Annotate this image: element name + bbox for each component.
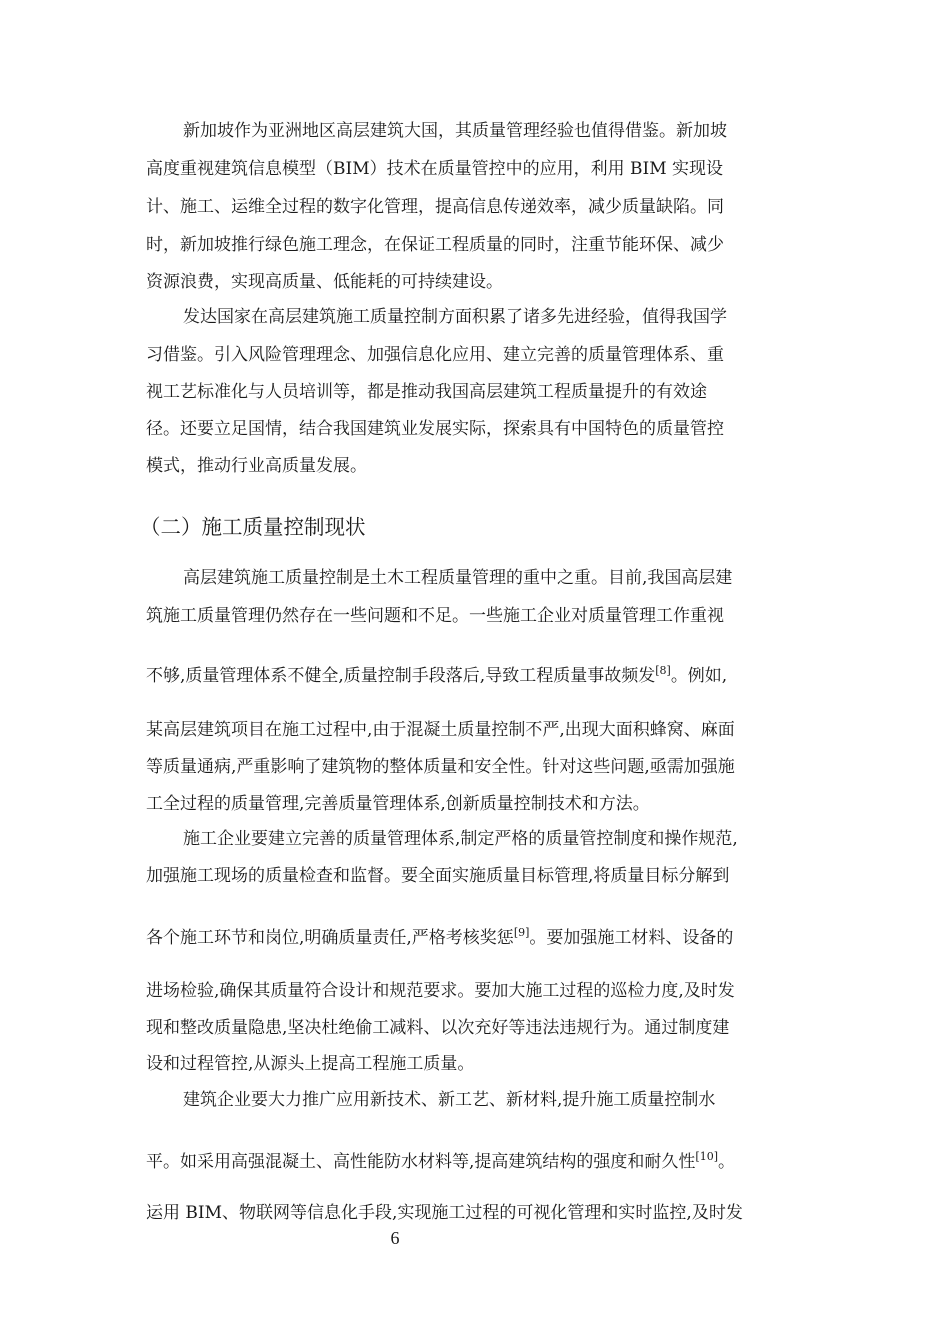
text-line: 资源浪费，实现高质量、低能耗的可持续建设。 [146, 272, 503, 292]
text-line [146, 1152, 735, 1172]
line-text: 各个施工环节和岗位,明确质量责任,严格考核奖惩 [146, 928, 514, 948]
text-line: 模式，推动行业高质量发展。 [146, 456, 367, 476]
text-line: 高层建筑施工质量控制是土木工程质量管理的重中之重。目前,我国高层建 [183, 568, 733, 588]
line-text: 平。如采用高强混凝土、高性能防水材料等,提高建筑结构的强度和耐久性 [146, 1152, 696, 1172]
citation-ref: [9] [513, 926, 530, 939]
text-line [146, 928, 733, 948]
citation-ref: [10] [695, 1150, 718, 1163]
text-line: 运用 BIM、物联网等信息化手段,实现施工过程的可视化管理和实时监控,及时发 [146, 1203, 743, 1223]
line-text: 不够,质量管理体系不健全,质量控制手段落后,导致工程质量事故频发 [146, 666, 656, 686]
citation-ref: [8] [655, 664, 671, 677]
text-line: 视工艺标准化与人员培训等，都是推动我国高层建筑工程质量提升的有效途 [146, 382, 707, 402]
text-line: 发达国家在高层建筑施工质量控制方面积累了诸多先进经验，值得我国学 [183, 307, 727, 327]
text-line: 加强施工现场的质量检查和监督。要全面实施质量目标管理,将质量目标分解到 [146, 866, 730, 886]
text-line: 施工企业要建立完善的质量管理体系,制定严格的质量管控制度和操作规范, [183, 829, 738, 849]
text-line: 筑施工质量管理仍然存在一些问题和不足。一些施工企业对质量管理工作重视 [146, 606, 724, 626]
text-line: 习借鉴。引入风险管理理念、加强信息化应用、建立完善的质量管理体系、重 [146, 345, 724, 365]
page-number: 6 [390, 1228, 400, 1248]
text-line: 高度重视建筑信息模型（BIM）技术在质量管控中的应用，利用 BIM 实现设 [146, 159, 724, 179]
text-line: 建筑企业要大力推广应用新技术、新工艺、新材料,提升施工质量控制水 [183, 1090, 716, 1110]
text-line: 现和整改质量隐患,坚决杜绝偷工减料、以次充好等违法违规行为。通过制度建 [146, 1018, 730, 1038]
line-text: 。例如, [670, 666, 728, 686]
text-line: 某高层建筑项目在施工过程中,由于混凝土质量控制不严,出现大面积蜂窝、麻面 [146, 720, 735, 740]
line-text: 。要加强施工材料、设备的 [529, 928, 734, 948]
section-heading: （二）施工质量控制现状 [140, 515, 366, 539]
text-line: 进场检验,确保其质量符合设计和规范要求。要加大施工过程的巡检力度,及时发 [146, 981, 735, 1001]
text-line: 时，新加坡推行绿色施工理念，在保证工程质量的同时，注重节能环保、减少 [146, 235, 724, 255]
text-line [146, 666, 727, 686]
text-line: 计、施工、运维全过程的数字化管理，提高信息传递效率，减少质量缺陷。同 [146, 197, 724, 217]
text-line: 设和过程管控,从源头上提高工程施工质量。 [146, 1054, 475, 1074]
line-text: 。 [718, 1152, 735, 1172]
text-line: 工全过程的质量管理,完善质量管理体系,创新质量控制技术和方法。 [146, 794, 650, 814]
text-line: 新加坡作为亚洲地区高层建筑大国，其质量管理经验也值得借鉴。新加坡 [183, 121, 727, 141]
text-line: 等质量通病,严重影响了建筑物的整体质量和安全性。针对这些问题,亟需加强施 [146, 757, 735, 777]
text-line: 径。还要立足国情，结合我国建筑业发展实际，探索具有中国特色的质量管控 [146, 419, 724, 439]
